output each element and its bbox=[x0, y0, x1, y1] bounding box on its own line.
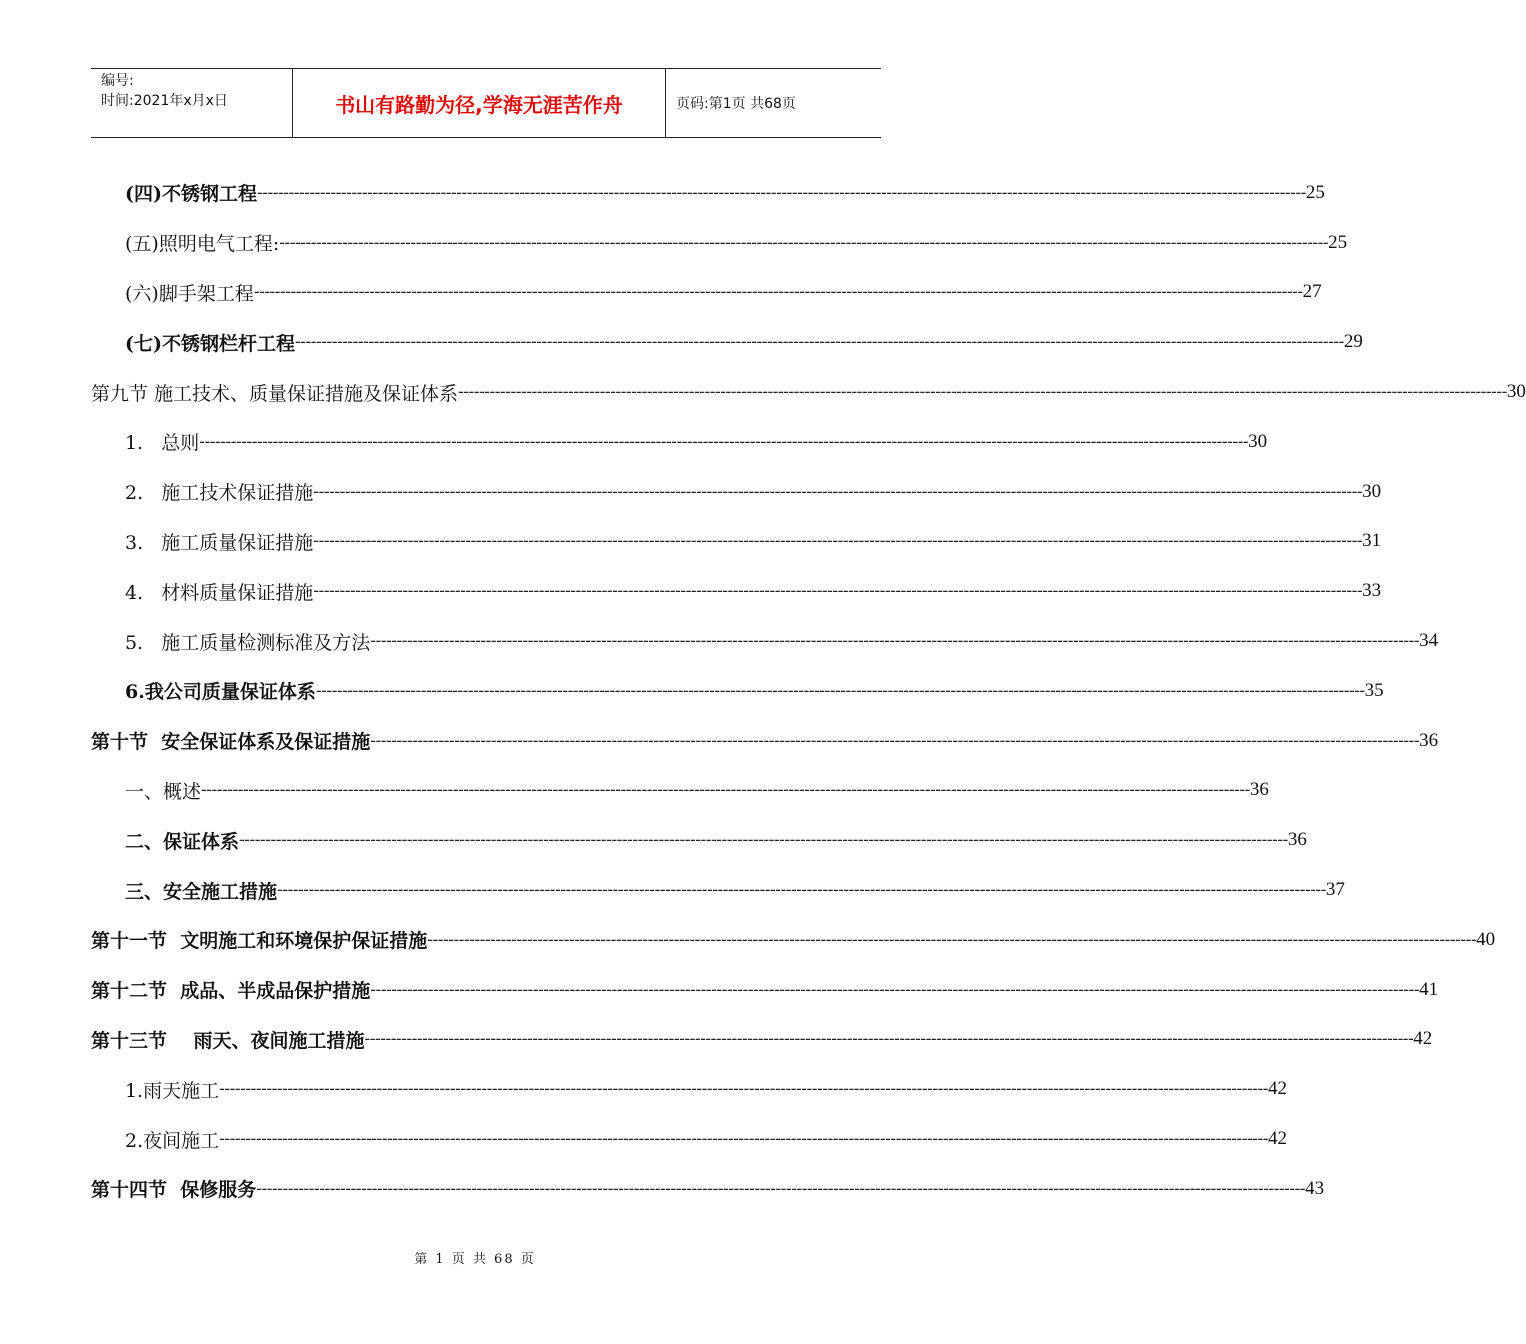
toc-entry[interactable] bbox=[91, 218, 1348, 268]
toc-leader-dots: -------------------------------------------------------------------------------------------------------------------------------------------------------------------------------------------------------- bbox=[199, 431, 1249, 452]
toc-entry-label: 第十二节 成品、半成品保护措施 bbox=[91, 980, 371, 1003]
toc-entry[interactable] bbox=[91, 517, 1382, 567]
toc-entry-label: 第九节 施工技术、质量保证措施及保证体系 bbox=[91, 382, 459, 405]
toc-entry-label: (四)不锈钢工程 bbox=[125, 183, 257, 206]
toc-entry-label: 三、安全施工措施 bbox=[125, 880, 278, 903]
toc-entry[interactable] bbox=[91, 417, 1268, 467]
toc-entry-label: (五)照明电气工程: bbox=[125, 233, 280, 256]
page-footer: 第 1 页 共 68 页 bbox=[414, 1252, 536, 1267]
toc-entry-page: 34 bbox=[1419, 630, 1439, 652]
toc-entry-page: 29 bbox=[1343, 331, 1363, 353]
toc-entry[interactable] bbox=[91, 1164, 1325, 1214]
toc-leader-dots: -------------------------------------------------------------------------------------------------------------------------------------------------------------------------------------------------------- bbox=[427, 929, 1477, 950]
toc-leader-dots: -------------------------------------------------------------------------------------------------------------------------------------------------------------------------------------------------------- bbox=[370, 631, 1420, 652]
toc-entry-label: 第十三节 雨天、夜间施工措施 bbox=[91, 1029, 365, 1052]
toc-entry[interactable] bbox=[91, 666, 1384, 716]
toc-entry[interactable] bbox=[91, 566, 1382, 616]
toc-leader-dots: -------------------------------------------------------------------------------------------------------------------------------------------------------------------------------------------------------- bbox=[256, 182, 1306, 203]
toc-entry-page: 25 bbox=[1328, 231, 1348, 253]
toc-entry[interactable] bbox=[91, 616, 1439, 666]
toc-entry-label: 第十节 安全保证体系及保证措施 bbox=[91, 731, 371, 754]
toc-entry-page: 25 bbox=[1305, 181, 1325, 203]
toc-entry[interactable] bbox=[91, 1015, 1433, 1065]
toc-entry[interactable] bbox=[91, 1064, 1287, 1114]
toc-entry-page: 42 bbox=[1267, 1078, 1287, 1100]
toc-entry-label: 4. 材料质量保证措施 bbox=[125, 581, 314, 604]
toc-entry[interactable] bbox=[91, 317, 1363, 367]
toc-entry-label: 第十一节 文明施工和环境保护保证措施 bbox=[91, 930, 428, 953]
toc-entry-label: 二、保证体系 bbox=[125, 830, 240, 853]
toc-entry[interactable] bbox=[91, 766, 1269, 816]
time-label: 时间:2021年x月x日 bbox=[101, 93, 228, 109]
toc-entry-page: 30 bbox=[1362, 480, 1382, 502]
toc-leader-dots: -------------------------------------------------------------------------------------------------------------------------------------------------------------------------------------------------------- bbox=[313, 581, 1363, 602]
toc-entry-page: 43 bbox=[1305, 1177, 1325, 1199]
toc-entry-label: 3. 施工质量保证措施 bbox=[125, 531, 314, 554]
toc-entry-label: 1.雨天施工 bbox=[125, 1079, 220, 1102]
toc-leader-dots: -------------------------------------------------------------------------------------------------------------------------------------------------------------------------------------------------------- bbox=[313, 481, 1363, 502]
toc-entry[interactable] bbox=[91, 367, 1526, 417]
table-of-contents bbox=[91, 168, 1526, 1214]
toc-leader-dots: -------------------------------------------------------------------------------------------------------------------------------------------------------------------------------------------------------- bbox=[364, 1029, 1414, 1050]
toc-entry-page: 41 bbox=[1419, 978, 1439, 1000]
toc-entry-page: 36 bbox=[1249, 779, 1269, 801]
toc-entry-page: 40 bbox=[1476, 928, 1496, 950]
toc-entry-label: 1. 总则 bbox=[125, 432, 200, 455]
toc-entry-label: 2.夜间施工 bbox=[125, 1129, 220, 1152]
header-meta bbox=[91, 69, 293, 137]
toc-entry[interactable] bbox=[91, 915, 1496, 965]
toc-leader-dots: -------------------------------------------------------------------------------------------------------------------------------------------------------------------------------------------------------- bbox=[370, 979, 1420, 1000]
toc-leader-dots: -------------------------------------------------------------------------------------------------------------------------------------------------------------------------------------------------------- bbox=[294, 332, 1344, 353]
toc-entry-page: 42 bbox=[1413, 1028, 1433, 1050]
toc-entry[interactable] bbox=[91, 815, 1307, 865]
header-motto: 书山有路勤为径,学海无涯苦作舟 bbox=[293, 69, 666, 137]
toc-leader-dots: -------------------------------------------------------------------------------------------------------------------------------------------------------------------------------------------------------- bbox=[315, 680, 1365, 701]
toc-entry[interactable] bbox=[91, 716, 1439, 766]
toc-entry[interactable] bbox=[91, 865, 1345, 915]
document-header bbox=[91, 68, 881, 138]
toc-leader-dots: -------------------------------------------------------------------------------------------------------------------------------------------------------------------------------------------------------- bbox=[219, 1129, 1268, 1150]
toc-leader-dots: -------------------------------------------------------------------------------------------------------------------------------------------------------------------------------------------------------- bbox=[370, 730, 1420, 751]
toc-leader-dots: -------------------------------------------------------------------------------------------------------------------------------------------------------------------------------------------------------- bbox=[313, 531, 1363, 552]
toc-leader-dots: -------------------------------------------------------------------------------------------------------------------------------------------------------------------------------------------------------- bbox=[239, 830, 1288, 851]
toc-entry-page: 30 bbox=[1506, 381, 1526, 403]
toc-entry-page: 30 bbox=[1248, 430, 1268, 452]
code-label: 编号: bbox=[101, 73, 134, 89]
toc-entry-label: 2. 施工技术保证措施 bbox=[125, 482, 314, 505]
toc-entry-page: 27 bbox=[1302, 281, 1322, 303]
header-page-info: 页码:第1页 共68页 bbox=[676, 96, 796, 112]
toc-entry-label: (七)不锈钢栏杆工程 bbox=[125, 332, 295, 355]
toc-leader-dots: -------------------------------------------------------------------------------------------------------------------------------------------------------------------------------------------------------- bbox=[201, 780, 1250, 801]
toc-entry-label: 一、概述 bbox=[125, 780, 202, 803]
toc-entry-label: (六)脚手架工程 bbox=[125, 282, 254, 305]
toc-leader-dots: -------------------------------------------------------------------------------------------------------------------------------------------------------------------------------------------------------- bbox=[277, 880, 1326, 901]
toc-leader-dots: -------------------------------------------------------------------------------------------------------------------------------------------------------------------------------------------------------- bbox=[219, 1079, 1268, 1100]
toc-leader-dots: -------------------------------------------------------------------------------------------------------------------------------------------------------------------------------------------------------- bbox=[256, 1178, 1306, 1199]
toc-entry-label: 6.我公司质量保证体系 bbox=[125, 681, 316, 704]
toc-entry-page: 31 bbox=[1362, 530, 1382, 552]
toc-entry-label: 第十四节 保修服务 bbox=[91, 1179, 257, 1202]
toc-entry[interactable] bbox=[91, 168, 1325, 218]
toc-leader-dots: -------------------------------------------------------------------------------------------------------------------------------------------------------------------------------------------------------- bbox=[253, 282, 1303, 303]
toc-entry-page: 36 bbox=[1419, 729, 1439, 751]
toc-entry-page: 35 bbox=[1364, 679, 1384, 701]
toc-entry-page: 36 bbox=[1287, 829, 1307, 851]
toc-entry[interactable] bbox=[91, 965, 1439, 1015]
toc-entry-page: 37 bbox=[1325, 879, 1345, 901]
toc-leader-dots: -------------------------------------------------------------------------------------------------------------------------------------------------------------------------------------------------------- bbox=[458, 382, 1507, 403]
toc-entry-page: 42 bbox=[1267, 1128, 1287, 1150]
toc-entry[interactable] bbox=[91, 268, 1322, 318]
toc-entry[interactable] bbox=[91, 467, 1382, 517]
toc-entry-page: 33 bbox=[1362, 580, 1382, 602]
toc-entry[interactable] bbox=[91, 1114, 1287, 1164]
toc-leader-dots: -------------------------------------------------------------------------------------------------------------------------------------------------------------------------------------------------------- bbox=[279, 232, 1329, 253]
toc-entry-label: 5. 施工质量检测标准及方法 bbox=[125, 631, 371, 654]
